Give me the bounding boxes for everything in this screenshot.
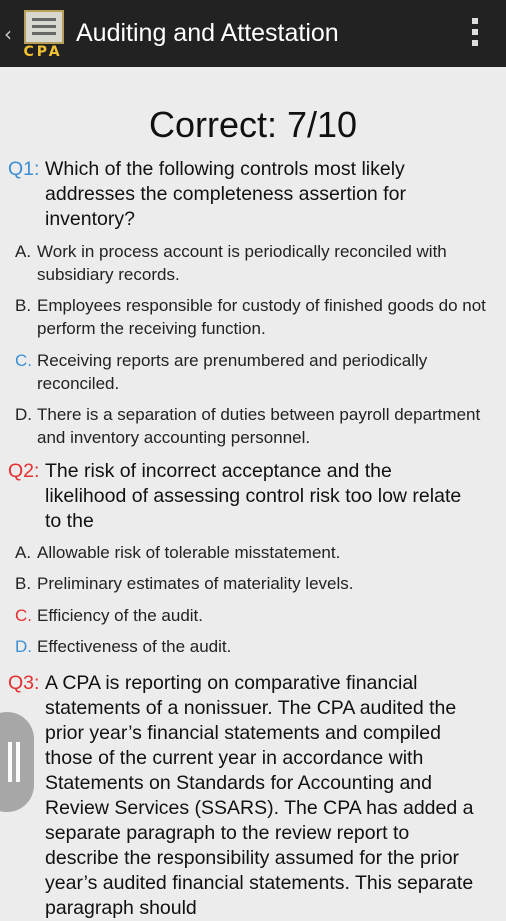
- question-number: Q3:: [8, 672, 40, 694]
- question-text: Which of the following controls most likely addresses the completeness assertion for inventory?: [45, 158, 406, 230]
- option-d-correct: [15, 635, 505, 658]
- page-title: Auditing and Attestation: [76, 19, 339, 47]
- app-logo[interactable]: [18, 8, 68, 60]
- question-number: Q2:: [8, 460, 40, 482]
- back-caret-icon[interactable]: ‹: [4, 21, 12, 46]
- option-text: Preliminary estimates of materiality levels.: [37, 574, 354, 593]
- cpa-logo-icon: [24, 10, 64, 44]
- score-text: Correct: 7/10: [148, 104, 358, 145]
- option-letter: D.: [15, 637, 32, 656]
- option-c-correct: [15, 349, 505, 395]
- option-text: Efficiency of the audit.: [37, 606, 204, 625]
- option-letter: D.: [15, 405, 32, 424]
- option-d: [15, 403, 505, 449]
- question-2: [8, 459, 478, 534]
- option-letter: A.: [15, 242, 32, 261]
- option-text: Work in process account is periodically reconciled with subsidiary records.: [37, 242, 447, 284]
- option-letter: C.: [15, 351, 32, 370]
- option-a: [15, 240, 505, 286]
- option-letter: B.: [15, 296, 32, 315]
- option-letter: A.: [15, 543, 32, 562]
- option-c-selected-wrong: [15, 604, 505, 627]
- logo-text: CPA: [23, 43, 63, 60]
- option-a: [15, 541, 505, 564]
- overflow-menu-icon[interactable]: [472, 18, 478, 50]
- option-text: There is a separation of duties between payroll department and inventory accounting personnel.: [37, 405, 481, 447]
- option-text: Receiving reports are prenumbered and periodically reconciled.: [37, 351, 428, 393]
- question-1: [8, 157, 478, 232]
- option-text: Employees responsible for custody of finished goods do not perform the receiving function.: [37, 296, 486, 338]
- option-text: Allowable risk of tolerable misstatement.: [37, 543, 341, 562]
- question-3: [8, 671, 478, 921]
- question-text: The risk of incorrect acceptance and the likelihood of assessing control risk too low relate to the: [45, 460, 462, 532]
- side-drawer-handle[interactable]: [0, 712, 34, 812]
- option-letter: B.: [15, 574, 32, 593]
- question-text: A CPA is reporting on comparative financial statements of a nonissuer. The CPA audited the prior year’s financial statements and compiled those of the current year in accordance with Statements on Standards for Accounting and Review Services (SSARS). The CPA has added a separate paragraph to the review report to describe the responsibility assumed for the prior year’s audited financial statements. This separate paragraph should: [45, 672, 474, 919]
- option-letter: C.: [15, 606, 32, 625]
- action-bar: [0, 0, 506, 67]
- question-number: Q1:: [8, 158, 40, 180]
- option-b: [15, 294, 505, 340]
- option-b: [15, 572, 505, 595]
- option-text: Effectiveness of the audit.: [37, 637, 232, 656]
- quiz-results[interactable]: [0, 67, 506, 919]
